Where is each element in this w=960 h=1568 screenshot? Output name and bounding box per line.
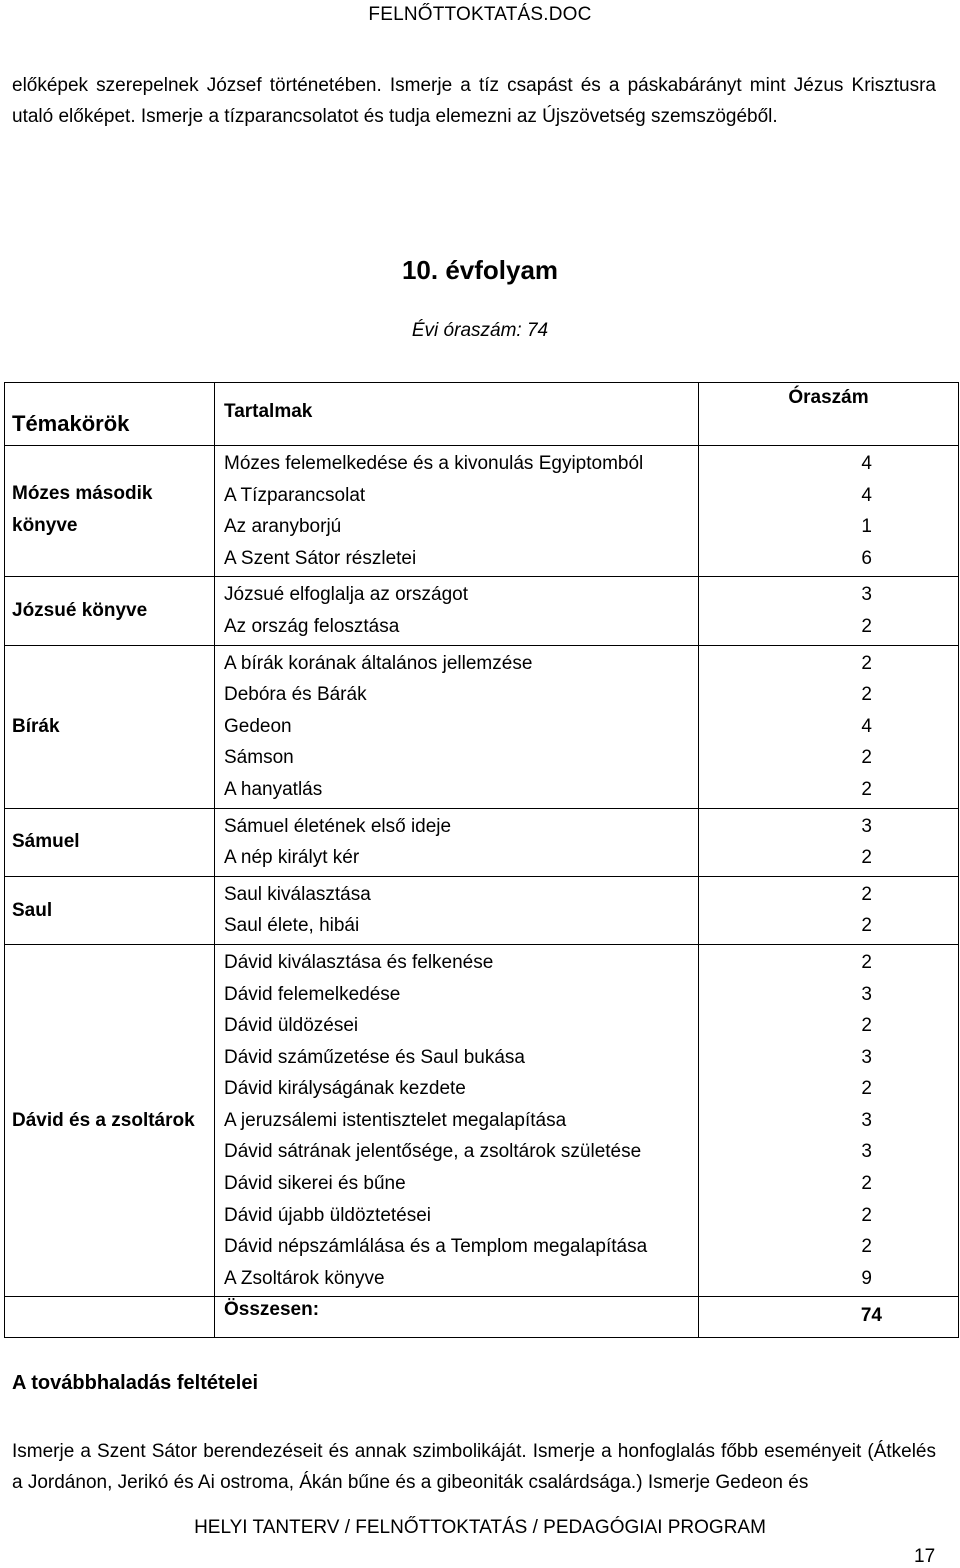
topic-name: Sámuel	[12, 831, 80, 853]
hours-value: 2	[861, 847, 872, 869]
content-item: Debóra és Bárák	[224, 684, 367, 706]
content-item: A nép királyt kér	[224, 847, 360, 869]
hours-value: 2	[861, 615, 872, 637]
topic-name: Józsué könyve	[12, 600, 148, 622]
content-item: Saul kiválasztása	[224, 883, 371, 905]
page-number: 17	[914, 1546, 936, 1567]
topic-group-row	[5, 808, 959, 876]
hours-value: 4	[861, 453, 872, 474]
topic-group-row	[5, 944, 959, 1297]
content-item: A bírák korának általános jellemzése	[224, 652, 533, 674]
hours-cell	[699, 446, 959, 577]
syllabus-table	[4, 382, 959, 1338]
hours-value: 4	[861, 715, 872, 737]
outro-paragraph: Ismerje a Szent Sátor berendezéseit és annak szimbolikáját. Ismerje a honfoglalás főbb eseményeit (Átkelés a Jordánon, Jerikó és Ai ostroma, Ákán bűne és a gibeoniták csalárdsága.) Ismerje Gedeon és	[12, 1441, 936, 1493]
topic-name: Saul	[12, 899, 53, 921]
content-cell	[215, 944, 699, 1297]
hours-cell	[699, 645, 959, 808]
topic-name: Mózes második könyve	[12, 483, 153, 536]
hours-cell	[699, 808, 959, 876]
content-item: A Tízparancsolat	[224, 484, 366, 506]
topic-group-row	[5, 577, 959, 645]
content-item: Saul élete, hibái	[224, 915, 360, 937]
hours-value: 2	[861, 915, 872, 937]
content-item: A Zsoltárok könyve	[224, 1267, 385, 1289]
content-item: Gedeon	[224, 715, 292, 737]
content-item: Mózes felemelkedése és a kivonulás Egyiptomból	[224, 453, 644, 474]
content-item: Sámuel életének első ideje	[224, 815, 452, 837]
grade-title: 10. évfolyam	[401, 255, 559, 285]
content-item: Dávid királyságának kezdete	[224, 1078, 466, 1100]
annual-hours: Évi óraszám: 74	[411, 320, 549, 341]
header-contents: Tartalmak	[215, 383, 699, 446]
total-label: Összesen:	[215, 1297, 699, 1338]
content-cell	[215, 808, 699, 876]
section-title: A továbbhaladás feltételei	[12, 1372, 258, 1394]
content-item: Az aranyborjú	[224, 516, 342, 538]
hours-value: 3	[861, 983, 872, 1005]
content-item: Dávid felemelkedése	[224, 983, 401, 1005]
table-header-row	[5, 383, 959, 446]
hours-value: 2	[861, 1236, 872, 1258]
hours-value: 4	[861, 484, 872, 506]
hours-value: 3	[861, 815, 872, 837]
hours-cell	[699, 876, 959, 944]
content-item: Dávid száműzetése és Saul bukása	[224, 1046, 525, 1068]
hours-value: 2	[861, 951, 872, 973]
hours-cell	[699, 944, 959, 1297]
hours-value: 2	[861, 684, 872, 706]
topic-cell	[5, 446, 215, 577]
content-cell	[215, 577, 699, 645]
header-topics: Témakörök	[5, 383, 215, 446]
topic-group-row	[5, 446, 959, 577]
content-cell	[215, 645, 699, 808]
topic-cell	[5, 944, 215, 1297]
hours-value: 3	[861, 1046, 872, 1068]
content-item: Józsué elfoglalja az országot	[224, 584, 468, 606]
content-item: Dávid üldözései	[224, 1015, 359, 1037]
content-cell	[215, 876, 699, 944]
hours-value: 2	[861, 747, 872, 769]
content-item: Dávid sátrának jelentősége, a zsoltárok születése	[224, 1141, 642, 1163]
intro-paragraph: előképek szerepelnek József történetében. Ismerje a tíz csapást és a páskabárányt mint Jézus Krisztusra utaló előképet. Ismerje a tízparancsolatot és tudja elemezni az Újszövetség szemszögéből.	[12, 75, 936, 127]
topic-group-row	[5, 645, 959, 808]
topic-name: Dávid és a zsoltárok	[12, 1109, 195, 1131]
hours-value: 1	[861, 516, 872, 538]
content-item: Dávid sikerei és bűne	[224, 1173, 406, 1195]
content-item: Dávid újabb üldöztetései	[224, 1204, 432, 1226]
total-value: 74	[699, 1297, 959, 1338]
topic-cell	[5, 645, 215, 808]
hours-value: 3	[861, 1109, 872, 1131]
hours-value: 2	[861, 1015, 872, 1037]
hours-value: 2	[861, 1173, 872, 1195]
hours-value: 2	[861, 652, 872, 674]
content-item: Az ország felosztása	[224, 615, 400, 637]
hours-value: 9	[861, 1267, 872, 1289]
hours-value: 2	[861, 1078, 872, 1100]
hours-value: 6	[861, 547, 872, 569]
topic-cell	[5, 808, 215, 876]
hours-value: 2	[861, 883, 872, 905]
hours-cell	[699, 577, 959, 645]
content-cell	[215, 446, 699, 577]
content-item: Dávid kiválasztása és felkenése	[224, 951, 494, 973]
content-item: A Szent Sátor részletei	[224, 547, 417, 569]
content-item: Sámson	[224, 747, 294, 769]
total-empty-cell	[5, 1297, 215, 1338]
topic-name: Bírák	[12, 715, 60, 737]
content-item: A hanyatlás	[224, 778, 323, 800]
header-hours: Óraszám	[699, 383, 959, 446]
hours-value: 3	[861, 1141, 872, 1163]
content-item: Dávid népszámlálása és a Templom megalapítása	[224, 1236, 648, 1258]
document-header: FELNŐTTOKTATÁS.DOC	[368, 4, 592, 25]
document-footer: HELYI TANTERV / FELNŐTTOKTATÁS / PEDAGÓGIAI PROGRAM	[194, 1517, 766, 1538]
topic-cell	[5, 577, 215, 645]
content-item: A jeruzsálemi istentisztelet megalapítása	[224, 1109, 567, 1131]
hours-value: 2	[861, 1204, 872, 1226]
topic-cell	[5, 876, 215, 944]
hours-value: 3	[861, 584, 872, 606]
total-row	[5, 1297, 959, 1338]
hours-value: 2	[861, 778, 872, 800]
syllabus-body	[5, 446, 959, 1297]
topic-group-row	[5, 876, 959, 944]
